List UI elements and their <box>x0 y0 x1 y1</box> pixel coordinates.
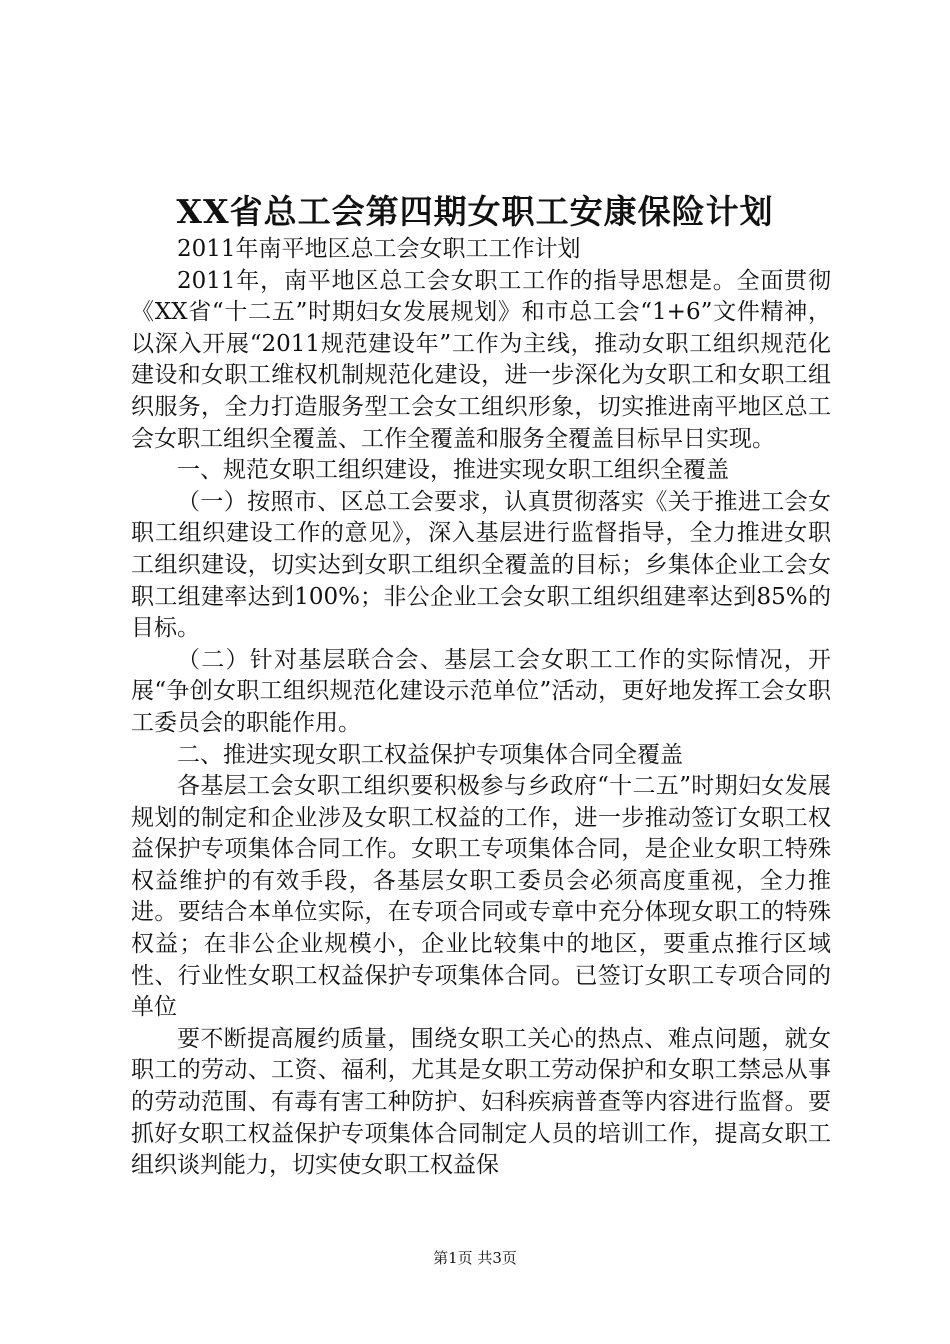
paragraph-plan-heading: 2011年南平地区总工会女职工工作计划 <box>177 236 581 262</box>
paragraph-collective-contract: 各基层工会女职工组织要积极参与乡政府“十二五”时期妇女发展规划的制定和企业涉及女职工权益的工作，进一步推动签订女职工权益保护专项集体合同工作。女职工专项集体合同，是企业女职工特殊权益维护的有效手段，各基层女职工委员会必须高度重视，全力推进。要结合本单位实际，在专项合同或专章中充分体现女职工的特殊权益；在非公企业规模小，企业比较集中的地区，要重点推行区域性、行业性女职工权益保护专项集体合同。已签订女职工专项合同的单位 <box>131 773 831 1021</box>
paragraph-guiding-thought: 2011年，南平地区总工会女职工工作的指导思想是。全面贯彻《XX省“十二五”时期妇女发展规划》和市总工会“1+6”文件精神，以深入开展“2011规范建设年”工作为主线，推动女职工组织规范化建设和女职工维权机制规范化建设，进一步深化为女职工和女职工组织服务，全力打造服务型工会女工组织形象，切实推进南平地区总工会女职工组织全覆盖、工作全覆盖和服务全覆盖目标早日实现。 <box>131 267 831 452</box>
page-number-footer: 第1页 共3页 <box>433 1249 517 1267</box>
paragraph-item-1: （一）按照市、区总工会要求，认真贯彻落实《关于推进工会女职工组织建设工作的意见》，深入基层进行监督指导，全力推进女职工组织建设，切实达到女职工组织全覆盖的目标；乡集体企业工会女职工组建率达到100%；非公企业工会女职工组织组建率达到85%的目标。 <box>131 488 831 642</box>
section-heading-2: 二、推进实现女职工权益保护专项集体合同全覆盖 <box>177 741 683 768</box>
section-heading-1: 一、规范女职工组织建设，推进实现女职工组织全覆盖 <box>177 457 729 484</box>
document-title: XX省总工会第四期女职工安康保险计划 <box>176 192 774 231</box>
document-body <box>131 234 831 1182</box>
paragraph-performance-quality: 要不断提高履约质量，围绕女职工关心的热点、难点问题，就女职工的劳动、工资、福利，尤其是女职工劳动保护和女职工禁忌从事的劳动范围、有毒有害工种防护、妇科疾病普查等内容进行监督。要抓好女职工权益保护专项集体合同制定人员的培训工作，提高女职工组织谈判能力，切实使女职工权益保 <box>131 1025 831 1179</box>
paragraph-item-2: （二）针对基层联合会、基层工会女职工工作的实际情况，开展“争创女职工组织规范化建设示范单位”活动，更好地发挥工会女职工委员会的职能作用。 <box>131 646 831 736</box>
